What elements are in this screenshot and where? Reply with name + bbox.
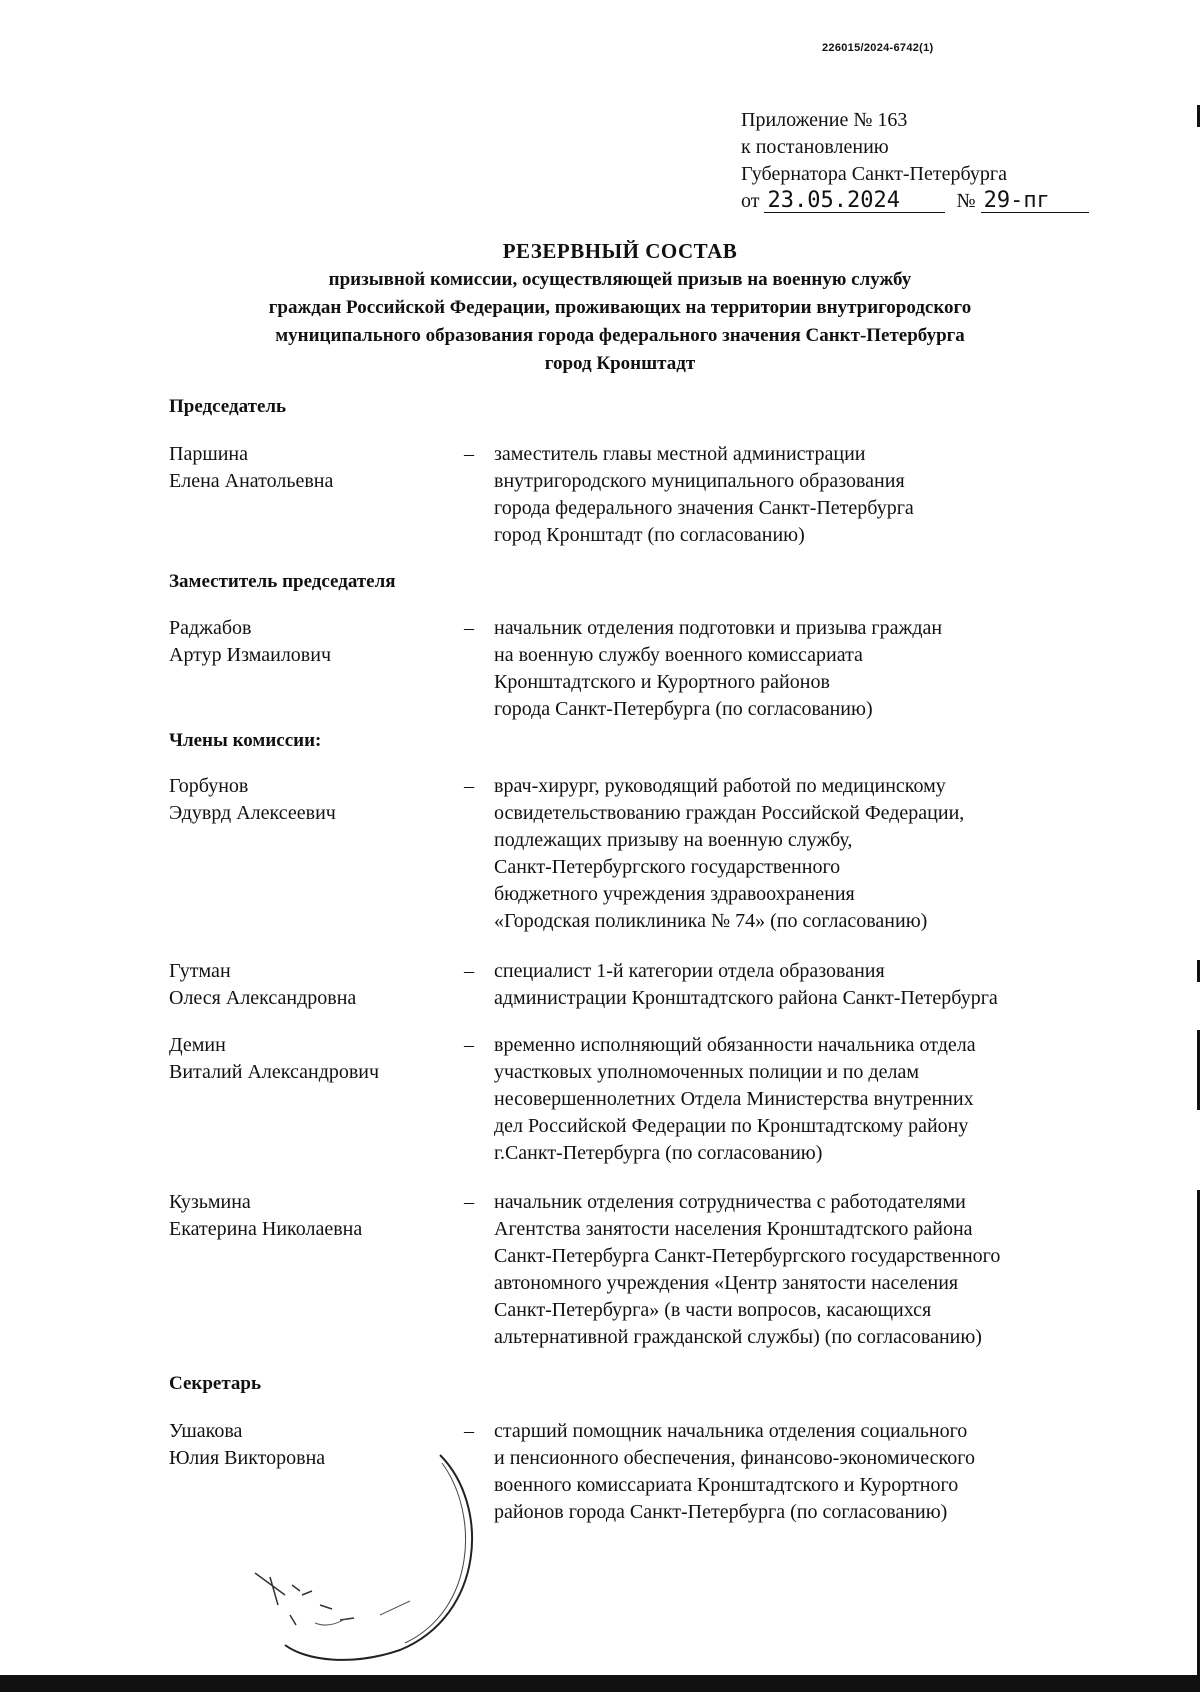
role-line: «Городская поликлиника № 74» (по согласованию)	[494, 910, 928, 932]
number-prefix: №	[956, 190, 976, 212]
role-line: временно исполняющий обязанности начальника отдела	[494, 1034, 976, 1056]
role-line: Кронштадтского и Курортного районов	[494, 671, 830, 693]
title-main: РЕЗЕРВНЫЙ СОСТАВ	[502, 239, 738, 263]
role-line: врач-хирург, руководящий работой по медицинскому	[494, 775, 946, 797]
member-name	[169, 615, 449, 669]
title-line: призывной комиссии, осуществляющей призыв на военную службу	[328, 269, 912, 290]
role-line: г.Санкт-Петербурга (по согласованию)	[494, 1142, 823, 1164]
member-surname: Раджабов	[169, 617, 252, 639]
role-line: город Кронштадт (по согласованию)	[494, 524, 805, 546]
title-line: граждан Российской Федерации, проживающих на территории внутригородского	[268, 297, 972, 318]
date-prefix: от	[741, 190, 760, 212]
role-line: альтернативной гражданской службы) (по согласованию)	[494, 1326, 982, 1348]
member-role	[494, 1189, 1134, 1351]
role-line: несовершеннолетних Отдела Министерства внутренних	[494, 1088, 974, 1110]
appendix-date-row	[741, 188, 1089, 215]
dash-separator: –	[464, 443, 474, 465]
member-name	[169, 1032, 449, 1086]
document-title	[140, 236, 1100, 378]
role-line: Санкт-Петербургского государственного	[494, 856, 841, 878]
member-role	[494, 773, 1134, 935]
member-given-names: Юлия Викторовна	[169, 1447, 326, 1469]
title-line: город Кронштадт	[544, 353, 696, 374]
role-line: внутригородского муниципального образования	[494, 470, 905, 492]
role-line: начальник отделения сотрудничества с работодателями	[494, 1191, 966, 1213]
section-heading-members: Члены комиссии:	[169, 730, 322, 751]
member-surname: Паршина	[169, 443, 249, 465]
role-line: Санкт-Петербурга» (в части вопросов, касающихся	[494, 1299, 932, 1321]
appendix-line: Приложение № 163	[741, 109, 908, 131]
member-name	[169, 958, 449, 1012]
member-role	[494, 1032, 1134, 1167]
role-line: Агентства занятости населения Кронштадтского района	[494, 1218, 973, 1240]
role-line: автономного учреждения «Центр занятости населения	[494, 1272, 959, 1294]
role-line: военного комиссариата Кронштадтского и Курортного	[494, 1474, 959, 1496]
document-registration-number: 226015/2024-6742(1)	[822, 42, 934, 54]
section-heading-chairman: Председатель	[169, 396, 287, 417]
member-surname: Демин	[169, 1034, 226, 1056]
role-line: заместитель главы местной администрации	[494, 443, 866, 465]
member-given-names: Олеся Александровна	[169, 987, 357, 1009]
dash-separator: –	[464, 960, 474, 982]
role-line: специалист 1-й категории отдела образования	[494, 960, 885, 982]
member-surname: Горбунов	[169, 775, 249, 797]
member-surname: Кузьмина	[169, 1191, 251, 1213]
resolution-date: 23.05.2024	[764, 190, 945, 213]
role-line: старший помощник начальника отделения социального	[494, 1420, 968, 1442]
appendix-line: Губернатора Санкт-Петербурга	[741, 163, 1007, 185]
dash-separator: –	[464, 1034, 474, 1056]
role-line: подлежащих призыву на военную службу,	[494, 829, 853, 851]
appendix-header	[741, 107, 1089, 215]
dash-separator: –	[464, 775, 474, 797]
member-role	[494, 441, 1134, 549]
member-given-names: Елена Анатольевна	[169, 470, 334, 492]
member-role	[494, 958, 1134, 1012]
role-line: освидетельствованию граждан Российской Федерации,	[494, 802, 965, 824]
member-surname: Гутман	[169, 960, 231, 982]
member-given-names: Виталий Александрович	[169, 1061, 380, 1083]
role-line: на военную службу военного комиссариата	[494, 644, 863, 666]
dash-separator: –	[464, 1420, 474, 1442]
member-surname: Ушакова	[169, 1420, 243, 1442]
role-line: бюджетного учреждения здравоохранения	[494, 883, 855, 905]
member-name	[169, 441, 449, 495]
resolution-number: 29-пг	[981, 190, 1089, 213]
role-line: администрации Кронштадтского района Санкт-Петербурга	[494, 987, 998, 1009]
member-name	[169, 773, 449, 827]
role-line: участковых уполномоченных полиции и по делам	[494, 1061, 919, 1083]
stamp-seal-icon	[230, 1445, 510, 1695]
member-given-names: Эдуврд Алексеевич	[169, 802, 336, 824]
role-line: города федерального значения Санкт-Петербурга	[494, 497, 914, 519]
section-heading-secretary: Секретарь	[169, 1373, 262, 1394]
role-line: районов города Санкт-Петербурга (по согласованию)	[494, 1501, 948, 1523]
role-line: дел Российской Федерации по Кронштадтскому району	[494, 1115, 969, 1137]
role-line: города Санкт-Петербурга (по согласованию)	[494, 698, 873, 720]
role-line: начальник отделения подготовки и призыва граждан	[494, 617, 943, 639]
dash-separator: –	[464, 617, 474, 639]
appendix-line: к постановлению	[741, 136, 889, 158]
role-line: и пенсионного обеспечения, финансово-экономического	[494, 1447, 975, 1469]
member-given-names: Екатерина Николаевна	[169, 1218, 363, 1240]
member-role	[494, 615, 1134, 723]
section-heading-deputy: Заместитель председателя	[169, 571, 396, 592]
role-line: Санкт-Петербурга Санкт-Петербургского государственного	[494, 1245, 1001, 1267]
title-line: муниципального образования города федерального значения Санкт-Петербурга	[275, 325, 965, 346]
dash-separator: –	[464, 1191, 474, 1213]
scan-bottom-edge	[0, 1675, 1200, 1692]
member-role	[494, 1418, 1134, 1526]
member-name	[169, 1189, 449, 1243]
member-given-names: Артур Измаилович	[169, 644, 332, 666]
